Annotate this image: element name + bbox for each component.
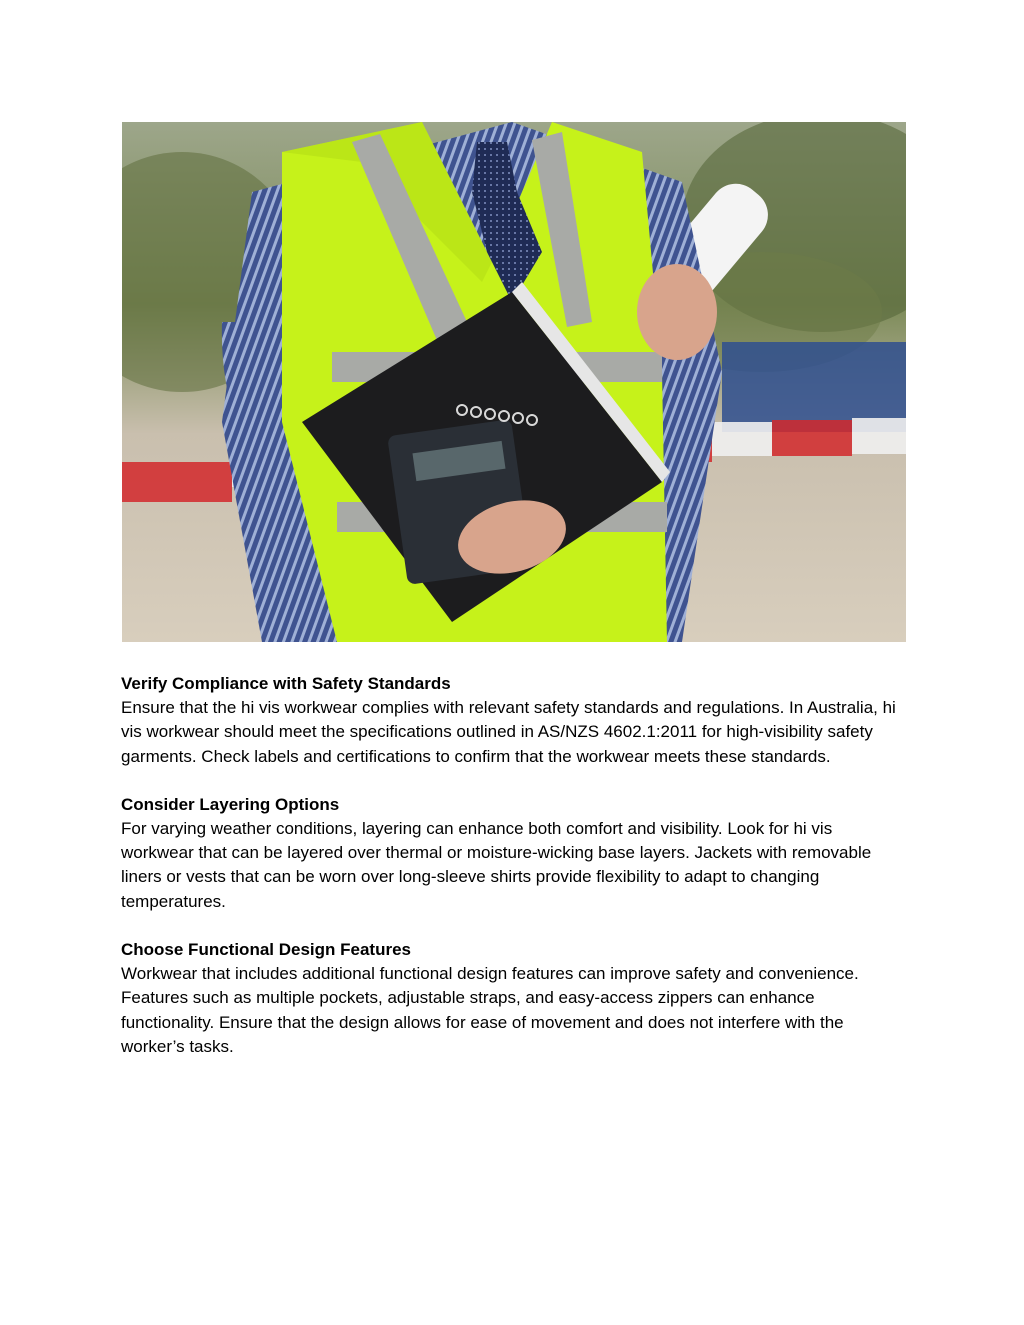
article-body: [121, 672, 905, 1083]
section-heading: Choose Functional Design Features: [121, 940, 411, 960]
section-safety-standards: [121, 672, 905, 769]
section-design-features: [121, 938, 905, 1059]
worker-hi-vis-photo: [122, 122, 906, 642]
section-heading: Verify Compliance with Safety Standards: [121, 674, 451, 693]
section-paragraph: For varying weather conditions, layering can enhance both comfort and visibility. Look for hi vis workwear that can be layered over thermal or moisture-wicking base layers. Jackets with removable liners or vests that can be worn over long-sleeve shirts provide flexibility to adapt to changing temperatures.: [121, 818, 872, 911]
section-layering-options: [121, 793, 905, 914]
section-heading: Consider Layering Options: [121, 794, 340, 814]
section-paragraph: Ensure that the hi vis workwear complies with relevant safety standards and regulations. In Australia, hi vis workwear should meet the specifications outlined in AS/NZS 4602.1:2011 for high-visibility safety garments. Check labels and certifications to confirm that the workwear meets these standards.: [121, 698, 896, 766]
section-paragraph: Workwear that includes additional functional design features can improve safety and convenience. Features such as multiple pockets, adjustable straps, and easy-access zippers can enhance functionality. Ensure that the design allows for ease of movement and does not interfere with the worker’s tasks.: [121, 964, 859, 1056]
hand: [637, 264, 717, 360]
